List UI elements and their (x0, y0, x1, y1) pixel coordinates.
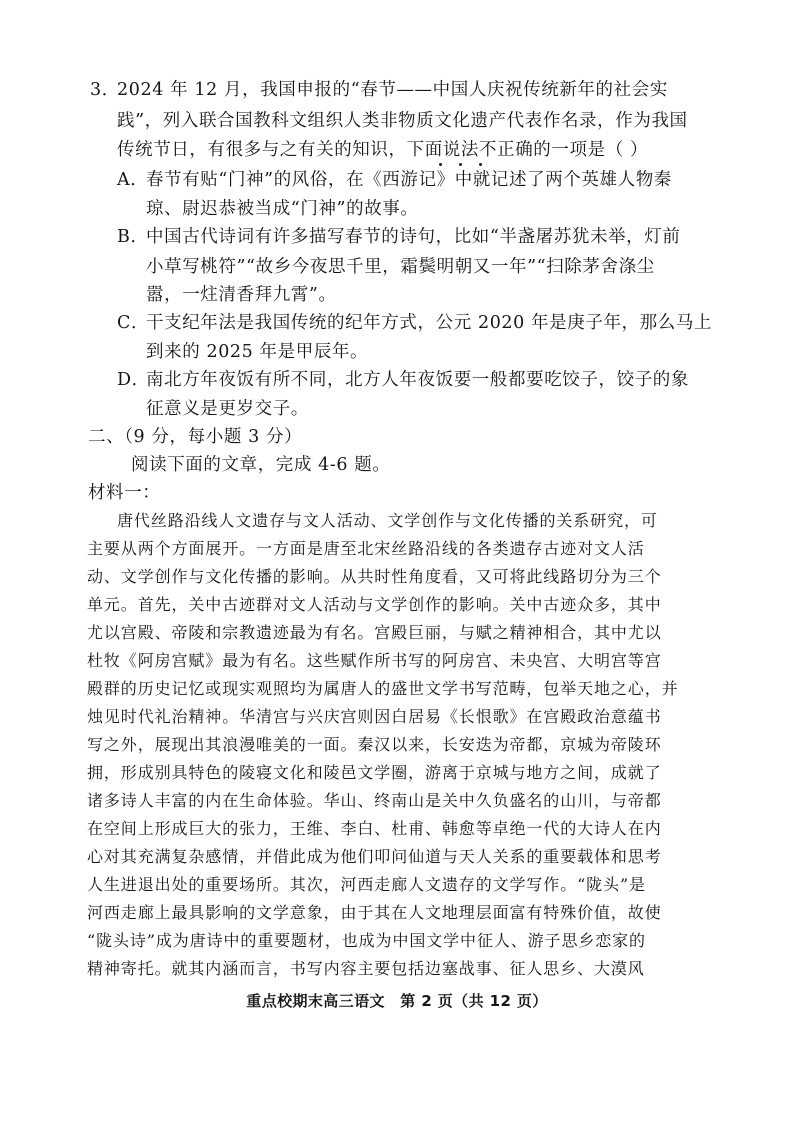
passage-line: 唐代丝路沿线人文遗存与文人活动、文学创作与文化传播的关系研究，可 (117, 511, 658, 530)
option-a-line: 春节有贴“门神”的风俗，在《西游记》中就记述了两个英雄人物秦 (146, 170, 672, 190)
option-a-label: A． (117, 170, 149, 190)
option-b-line: 嚣，一炷清香拜九霄”。 (146, 285, 337, 305)
option-c-line: 干支纪年法是我国传统的纪年方式，公元 2020 年是庚子年，那么马上 (146, 313, 713, 333)
passage-line: 烛见时代礼治精神。华清宫与兴庆宫则因白居易《长恨歌》在宫殿政治意蕴书 (87, 707, 662, 726)
passage-line: 心对其充满复杂感情，并借此成为他们叩问仙道与天人关系的重要载体和思考 (87, 847, 662, 866)
option-c-label: C． (117, 313, 150, 333)
passage-line: 拥，形成别具特色的陵寝文化和陵邑文学圈，游离于京城与地方之间，成就了 (87, 763, 662, 782)
option-b-line: 小草写桃符”“故乡今夜思千里，霜鬓明朝又一年”“扫除茅舍涤尘 (146, 257, 655, 277)
option-b-label: B． (117, 227, 149, 247)
passage-line: 动、文学创作与文化传播的影响。从共时性角度看，又可将此线路切分为三个 (87, 567, 662, 586)
passage-line: 精神寄托。就其内涵而言，书写内容主要包括边塞战事、征人思乡、大漠风 (87, 959, 645, 978)
passage-line: 杜牧《阿房宫赋》最为有名。这些赋作所书写的阿房宫、未央宫、大明宫等宫 (87, 651, 662, 670)
emphasis-dot (479, 163, 482, 166)
option-a-line: 琼、尉迟恭被当成“门神”的故事。 (146, 199, 419, 219)
material-label: 材料一： (88, 483, 161, 503)
passage-line: 在空间上形成巨大的张力，王维、李白、杜甫、韩愈等卓绝一代的大诗人在内 (87, 819, 662, 838)
passage-line: 主要从两个方面展开。一方面是唐至北宋丝路沿线的各类遗存古迹对文人活 (87, 539, 645, 558)
option-c-line: 到来的 2025 年是甲辰年。 (146, 342, 369, 362)
option-d-label: D． (117, 370, 150, 390)
passage-line: 单元。首先，关中古迹群对文人活动与文学创作的影响。关中古迹众多，其中 (87, 595, 662, 614)
emphasis-dot (459, 163, 462, 166)
page-footer: 重点校期末高三语文 第 2 页（共 12 页） (246, 992, 548, 1010)
passage-line: 河西走廊上最具影响的文学意象，由于其在人文地理层面富有特殊价值，故使 (87, 903, 662, 922)
passage-line: 诸多诗人丰富的内在生命体验。华山、终南山是关中久负盛名的山川，与帝都 (87, 791, 662, 810)
question-stem-line: 传统节日，有很多与之有关的知识，下面说法不正确的一项是（ ） (117, 140, 649, 160)
passage-line: 人生进退出处的重要场所。其次，河西走廊人文遗存的文学写作。“陇头”是 (87, 875, 646, 894)
question-stem-line: 践”，列入联合国教科文组织人类非物质文化遗产代表作名录，作为我国 (117, 111, 688, 131)
emphasis-dot (439, 163, 442, 166)
question-number: 3． (90, 80, 120, 100)
passage-line: 写之外，展现出其浪漫唯美的一面。秦汉以来，长安迭为帝都，京城为帝陵环 (87, 735, 662, 754)
passage-line: “陇头诗”成为唐诗中的重要题材，也成为中国文学中征人、游子思乡恋家的 (87, 931, 646, 950)
section-heading: 二、（9 分，每小题 3 分） (88, 427, 303, 447)
option-d-line: 南北方年夜饭有所不同，北方人年夜饭要一般都要吃饺子，饺子的象 (146, 370, 689, 390)
passage-line: 尤以宫殿、帝陵和宗教遗迹最为有名。宫殿巨丽，与赋之精神相合，其中尤以 (87, 623, 662, 642)
passage-line: 殿群的历史记忆或现实观照均为属唐人的盛世文学书写范畴，包举天地之心，并 (87, 679, 679, 698)
section-instruction: 阅读下面的文章，完成 4-6 题。 (131, 455, 391, 475)
question-stem-line: 2024 年 12 月，我国申报的“春节——中国人庆祝传统新年的社会实 (117, 80, 668, 100)
option-b-line: 中国古代诗词有许多描写春节的诗句，比如“半盏屠苏犹未举，灯前 (146, 227, 681, 247)
option-d-line: 征意义是更岁交子。 (146, 399, 309, 419)
